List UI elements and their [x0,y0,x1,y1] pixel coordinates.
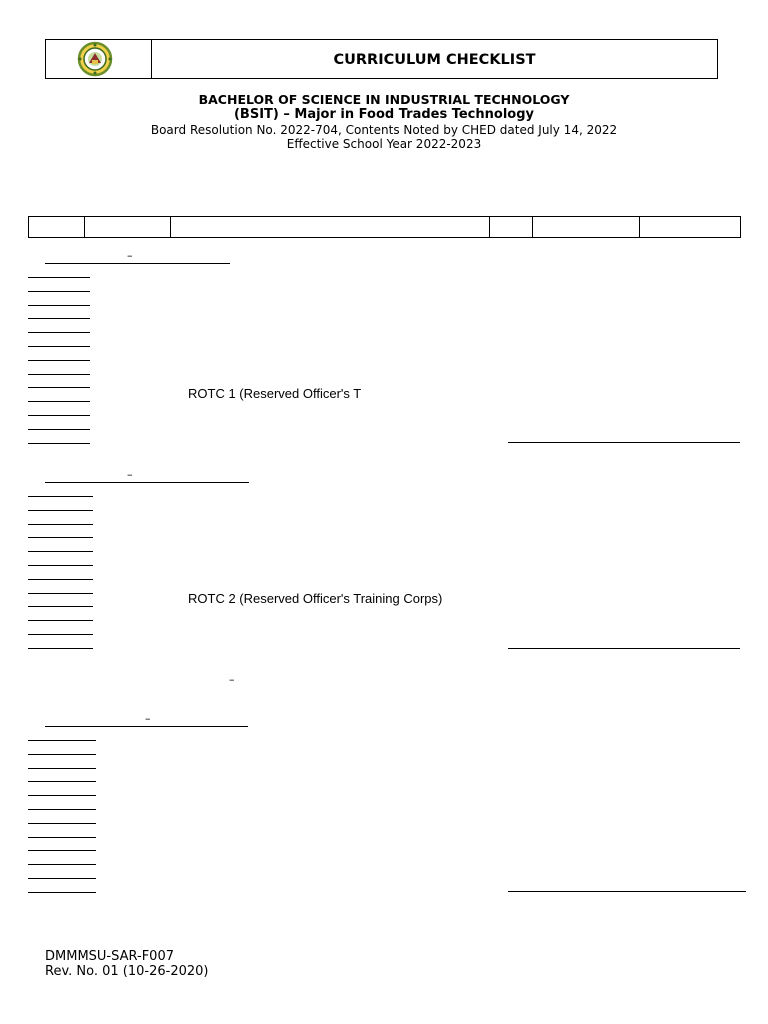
course-code-blank-line [28,510,93,511]
course-code-blank-line [28,429,90,430]
course-code-blank-line [28,291,90,292]
university-seal-icon [75,41,115,77]
course-code-blank-line [28,837,96,838]
effective-year: Effective School Year 2022-2023 [286,137,482,151]
course-code-blank-line [28,537,93,538]
column-header-row [28,216,741,238]
course-code-blank-line [28,277,90,278]
course-code-blank-line [28,374,90,375]
course-code-blank-line [28,768,96,769]
column-divider [170,217,171,237]
semester-header-line [45,263,230,264]
course-code-blank-line [28,593,93,594]
column-divider [532,217,533,237]
course-code-blank-line [28,387,90,388]
column-divider [639,217,640,237]
column-divider [84,217,85,237]
year-level-dash: – [229,673,235,686]
semester-header-dash: – [145,712,151,725]
board-resolution: Board Resolution No. 2022-704, Contents Noted by CHED dated July 14, 2022 [150,123,618,137]
form-title: CURRICULUM CHECKLIST [333,52,536,68]
semester-header-line [45,726,248,727]
course-code-blank-line [28,781,96,782]
total-units-line [508,648,740,649]
course-code-blank-line [28,795,96,796]
course-code-blank-line [28,579,93,580]
course-code-blank-line [28,740,96,741]
course-code-blank-line [28,332,90,333]
semester-header-line [45,482,249,483]
course-code-blank-line [28,809,96,810]
logo-cell [46,40,152,78]
course-code-blank-line [28,551,93,552]
course-code-blank-line [28,360,90,361]
total-units-line [508,891,746,892]
course-code-blank-line [28,524,93,525]
course-title-text: ROTC 2 (Reserved Officer's Training Corps) [188,591,443,606]
program-title: BACHELOR OF SCIENCE IN INDUSTRIAL TECHNOLOGY [198,92,570,107]
course-code-blank-line [28,754,96,755]
semester-header-dash: – [127,468,133,481]
course-code-blank-line [28,401,90,402]
course-code-blank-line [28,318,90,319]
course-code-blank-line [28,620,93,621]
course-code-blank-line [28,565,93,566]
form-header-box [45,39,718,79]
course-code-blank-line [28,415,90,416]
course-title-text: ROTC 1 (Reserved Officer's T [188,386,362,401]
course-code-blank-line [28,892,96,893]
course-code-blank-line [28,850,96,851]
course-code-blank-line [28,443,90,444]
semester-header-dash: – [127,249,133,262]
course-code-blank-line [28,878,96,879]
course-code-blank-line [28,496,93,497]
course-code-blank-line [28,864,96,865]
total-units-line [508,442,740,443]
course-code-blank-line [28,634,93,635]
form-code: DMMMSU-SAR-F007 [45,949,174,964]
course-code-blank-line [28,606,93,607]
course-code-blank-line [28,823,96,824]
course-code-blank-line [28,648,93,649]
revision-number: Rev. No. 01 (10-26-2020) [45,964,209,979]
program-major: (BSIT) – Major in Food Trades Technology [233,107,534,122]
course-code-blank-line [28,305,90,306]
column-divider [489,217,490,237]
course-code-blank-line [28,346,90,347]
